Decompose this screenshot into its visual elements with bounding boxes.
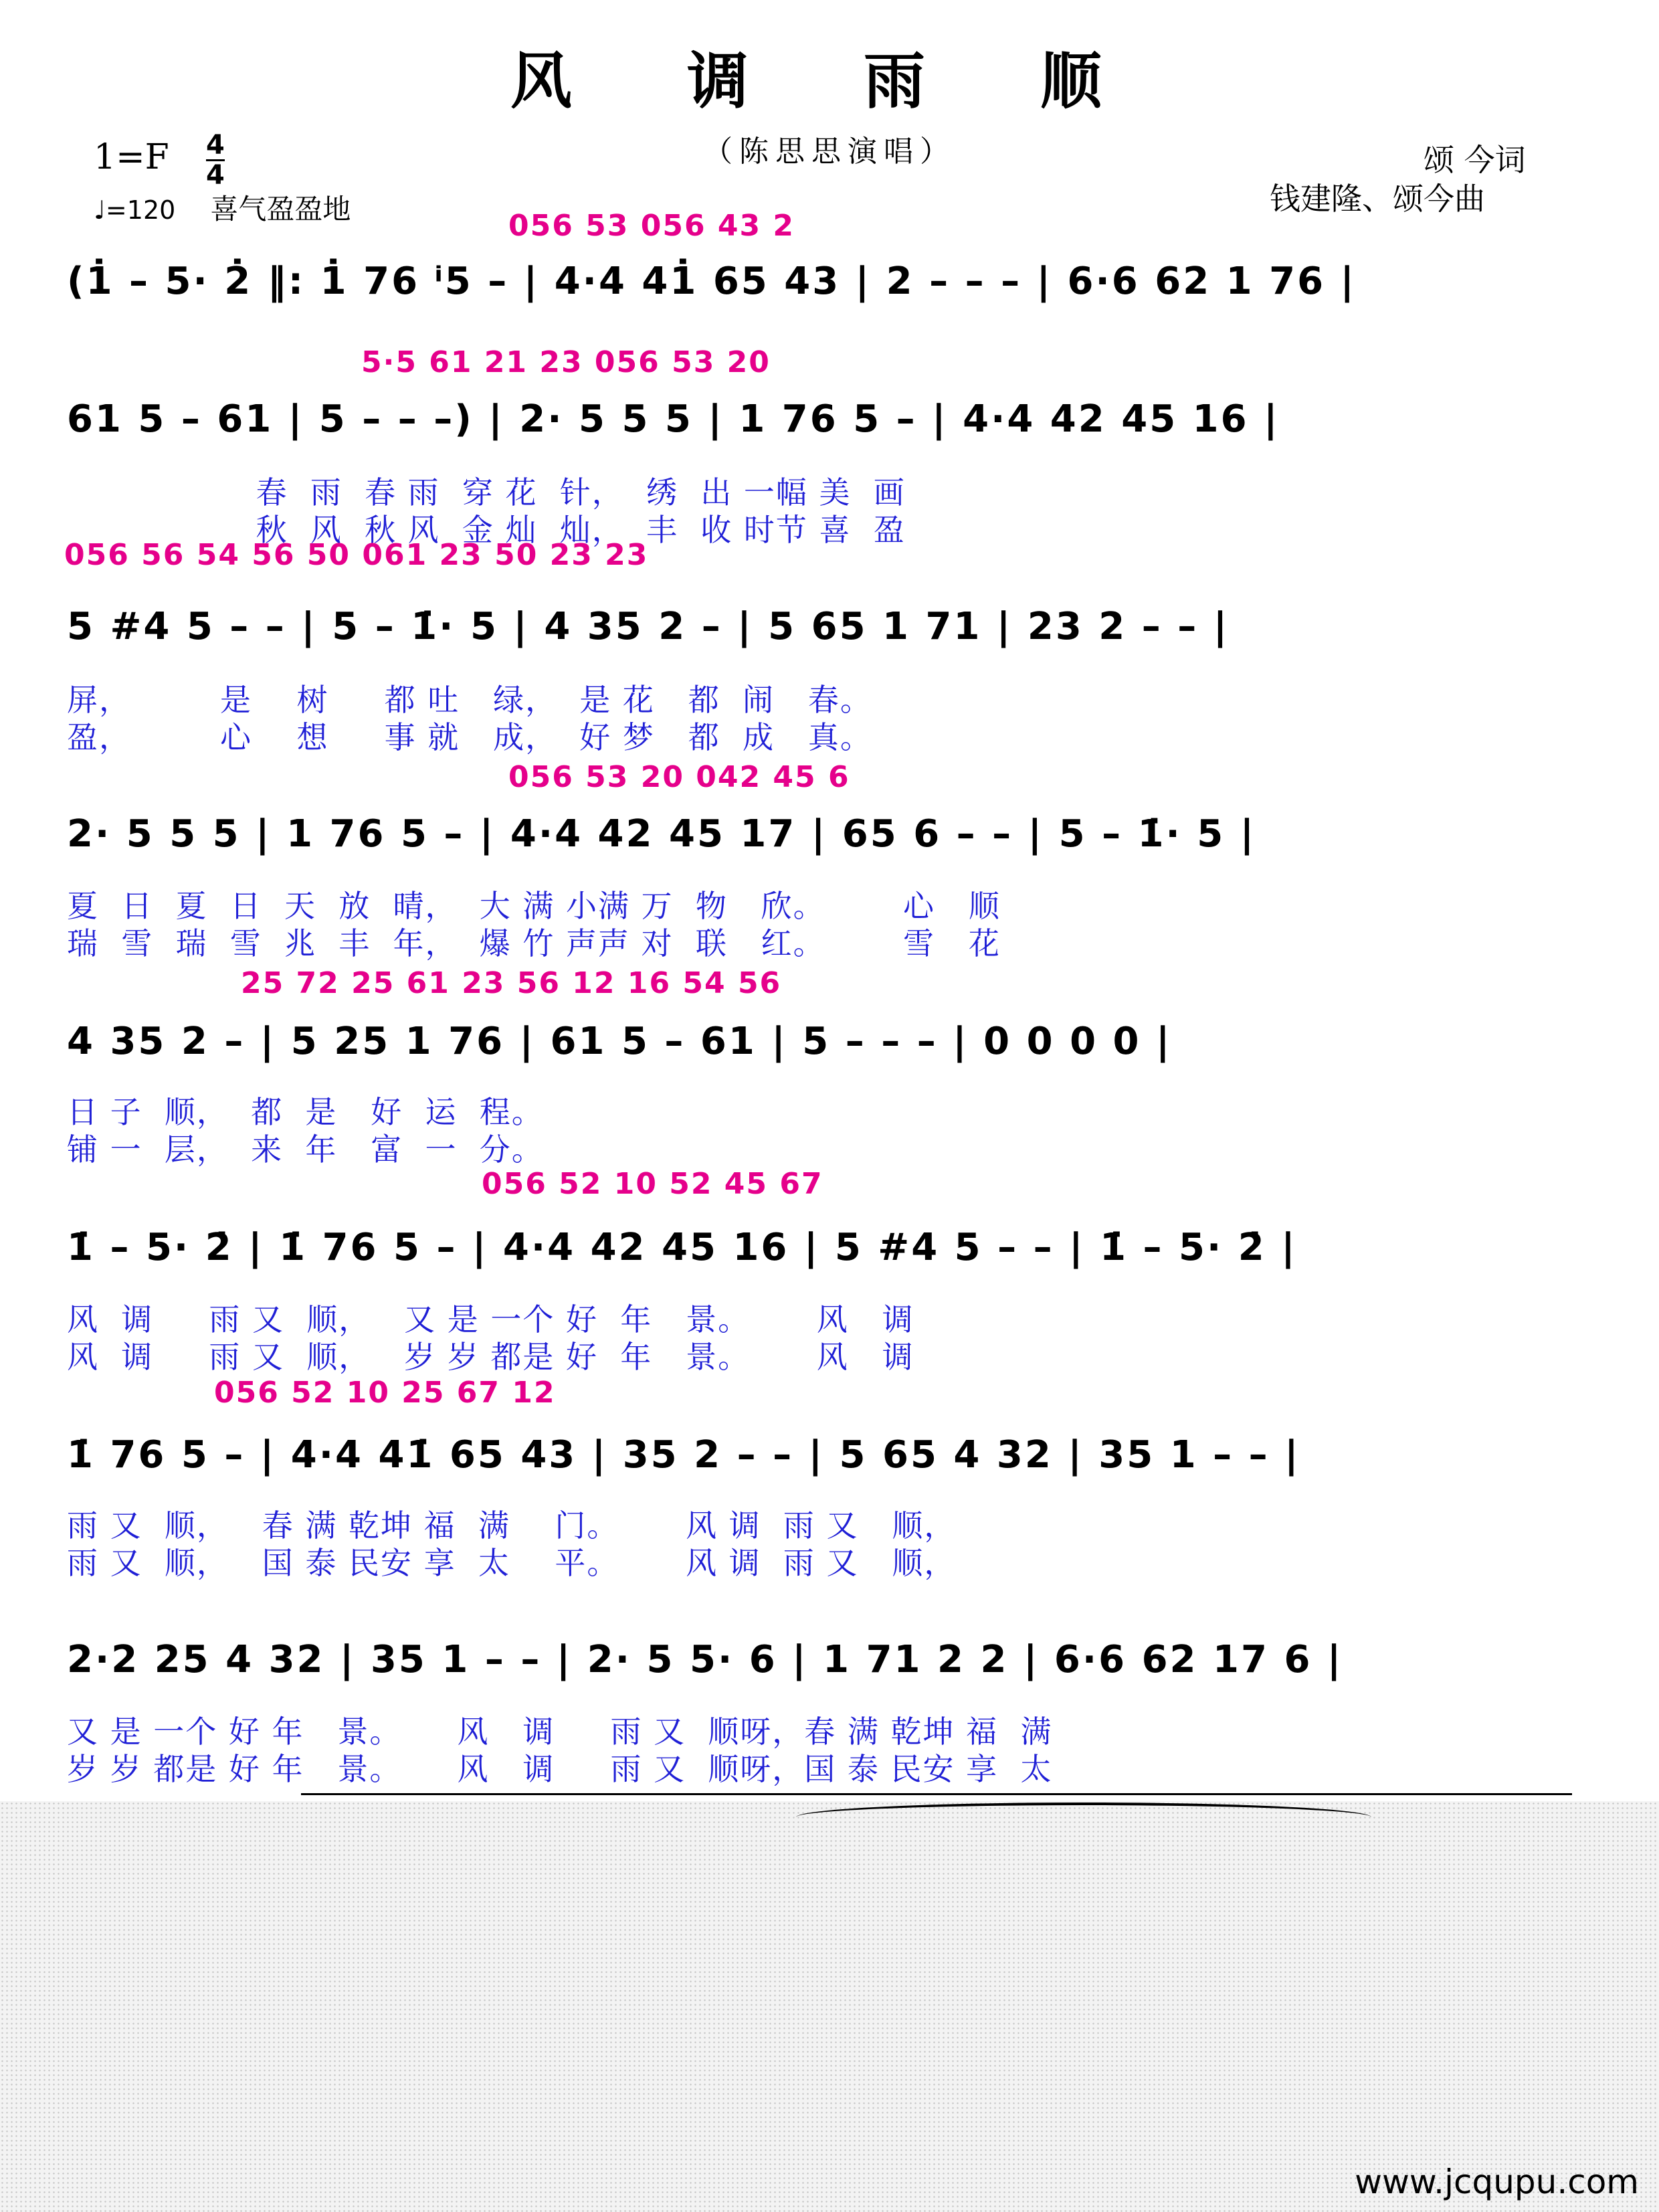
ornament-line: 056 52 10 25 67 12	[214, 1376, 556, 1410]
watermark: www.jcqupu.com	[1355, 2162, 1639, 2201]
notation-line: 1̇ – 5· 2̇ | 1̇ 76 5 – | 4·4 42 45 16 | 5 #4 5 – – | 1̇ – 5· 2̇ |	[67, 1226, 1297, 1269]
lyric-line-2: 秋 风 秋 风 金 灿 灿， 丰 收 时节 喜 盈	[67, 512, 906, 548]
lyric-line-1: 风 调 雨 又 顺， 又 是 一个 好 年 景。 风 调	[67, 1301, 914, 1338]
ornament-line: 25 72 25 61 23 56 12 16 54 56	[241, 966, 782, 1000]
singer-note: （陈思思演唱）	[703, 134, 956, 169]
lyric-line-1: 日 子 顺， 都 是 好 运 程。	[67, 1094, 544, 1130]
ornament-line: 5·5 61 21 23 056 53 20	[361, 345, 771, 379]
notation-line: 4 35 2 – | 5 25 1 76 | 61 5 – 61 | 5 – – – | 0 0 0 0 |	[67, 1020, 1172, 1063]
tempo-value: ♩=120	[94, 195, 176, 225]
lyric-line-1: 夏 日 夏 日 天 放 晴， 大 满 小满 万 物 欣。 心 顺	[67, 888, 1001, 924]
lyric-line-2: 雨 又 顺， 国 泰 民安 享 太 平。 风 调 雨 又 顺，	[67, 1545, 957, 1581]
lyricist: 颂 今词	[1424, 142, 1526, 178]
lyric-line-2: 铺 一 层， 来 年 富 一 分。	[67, 1131, 544, 1168]
page-title: 风 调 雨 顺	[510, 45, 1149, 117]
meter-denominator: 4	[206, 160, 225, 191]
notation-line: (1̇ – 5· 2̇ ‖: 1̇ 76 ⁱ5 – | 4·4 41̇ 65 43 | 2 – – – | 6·6 62 1 76 |	[67, 260, 1356, 303]
cut-off-staff-line	[301, 1793, 1572, 1795]
notation-line: 1̇ 76 5 – | 4·4 41̇ 65 43 | 35 2 – – | 5 65 4 32 | 35 1 – – |	[67, 1433, 1300, 1477]
ornament-line: 056 52 10 52 45 67	[482, 1167, 823, 1201]
lyric-line-1: 雨 又 顺， 春 满 乾坤 福 满 门。 风 调 雨 又 顺，	[67, 1507, 957, 1544]
lyric-line-2: 岁 岁 都是 好 年 景。 风 调 雨 又 顺呀，国 泰 民安 享 太	[67, 1751, 1053, 1787]
lyric-line-1: 春 雨 春 雨 穿 花 针， 绣 出 一幅 美 画	[67, 474, 906, 511]
notation-line: 2·2 25 4 32 | 35 1 – – | 2· 5 5· 6 | 1 71 2 2 | 6·6 62 17 6 |	[67, 1638, 1343, 1681]
mood-marking: 喜气盈盈地	[210, 193, 351, 225]
meter-numerator: 4	[206, 130, 225, 161]
notation-line: 2· 5 5 5 | 1 76 5 – | 4·4 42 45 17 | 65 6 – – | 5 – 1̇· 5 |	[67, 812, 1256, 856]
lyric-line-2: 盈， 心 想 事 就 成， 好 梦 都 成 真。	[67, 719, 872, 755]
lyric-line-1: 又 是 一个 好 年 景。 风 调 雨 又 顺呀，春 满 乾坤 福 满	[67, 1714, 1053, 1750]
cut-off-slur	[796, 1803, 1371, 1832]
blank-area	[0, 1801, 1659, 2212]
ornament-line: 056 53 056 43 2	[508, 209, 795, 243]
lyric-line-2: 瑞 雪 瑞 雪 兆 丰 年， 爆 竹 声声 对 联 红。 雪 花	[67, 925, 1001, 961]
lyric-line-1: 屏， 是 树 都 吐 绿， 是 花 都 闹 春。	[67, 682, 872, 718]
tempo-marking	[94, 187, 351, 227]
notation-line: 5 #4 5 – – | 5 – 1̇· 5 | 4 35 2 – | 5 65 1 71 | 23 2 – – |	[67, 605, 1230, 648]
lyric-line-2: 风 调 雨 又 顺， 岁 岁 都是 好 年 景。 风 调	[67, 1339, 914, 1375]
key-signature: 1=F	[94, 137, 169, 177]
credits	[1270, 141, 1526, 218]
time-signature	[206, 131, 225, 189]
notation-line: 61 5 – 61 | 5 – – –) | 2· 5 5 5 | 1 76 5 – | 4·4 42 45 16 |	[67, 397, 1280, 441]
ornament-line: 056 56 54 56 50 061 23 50 23 23	[64, 538, 649, 572]
composer: 钱建隆、颂今曲	[1270, 181, 1485, 217]
ornament-line: 056 53 20 042 45 6	[508, 760, 850, 794]
